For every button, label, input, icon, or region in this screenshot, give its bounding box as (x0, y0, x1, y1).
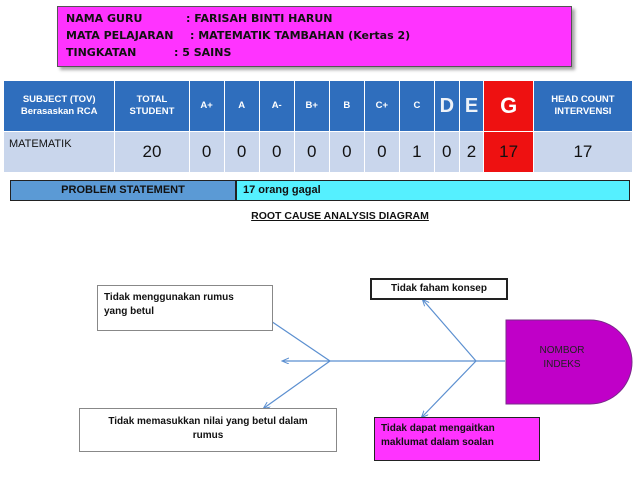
cause-box-rumus (97, 285, 273, 331)
cause-box-kaitkan (374, 417, 540, 461)
cell-grade-count: 1 (399, 132, 434, 173)
bone-arrow-kaitkan (422, 361, 476, 417)
cell-grade-count: 0 (294, 132, 329, 173)
diagram-title: ROOT CAUSE ANALYSIS DIAGRAM (251, 210, 429, 222)
col-header-grade: B (329, 81, 364, 132)
col-header-grade: C+ (364, 81, 399, 132)
fish-head-label-line: INDEKS (543, 359, 581, 370)
cause-text-line: Tidak memasukkan nilai yang betul dalam (108, 416, 308, 427)
teacher-name-value: : FARISAH BINTI HARUN (186, 12, 333, 25)
cell-grade-count: 0 (434, 132, 459, 173)
col-header-subject: SUBJECT (TOV) Berasaskan RCA (4, 81, 115, 132)
cell-total: 20 (115, 132, 189, 173)
cell-grade-count: 0 (259, 132, 294, 173)
col-header-total: TOTAL STUDENT (115, 81, 189, 132)
col-header-headcount: HEAD COUNT INTERVENSI (533, 81, 632, 132)
cause-box-nilai (79, 408, 337, 452)
problem-statement-label: PROBLEM STATEMENT (10, 180, 236, 201)
col-header-grade: A- (259, 81, 294, 132)
problem-statement-value: 17 orang gagal (236, 180, 630, 201)
cell-grade-count: 0 (329, 132, 364, 173)
cause-box-konsep: Tidak faham konsep (370, 278, 508, 300)
form-label: TINGKATAN (66, 46, 137, 59)
col-header-grade: D (434, 81, 459, 132)
bone-arrow-konsep (423, 300, 476, 361)
cause-text-line: Tidak menggunakan rumus (104, 292, 234, 303)
cause-text-line: Tidak dapat mengaitkan (381, 423, 495, 434)
cell-grade-count: 2 (459, 132, 484, 173)
cell-grade-count: 0 (364, 132, 399, 173)
col-header-grade: A+ (189, 81, 224, 132)
cell-subject: MATEMATIK (4, 132, 115, 173)
col-header-grade: C (399, 81, 434, 132)
cause-text-line: rumus (192, 430, 224, 441)
form-value: : 5 SAINS (174, 46, 232, 59)
cell-grade-count: 0 (224, 132, 259, 173)
col-header-grade: A (224, 81, 259, 132)
fish-head-label (520, 344, 604, 376)
cell-headcount: 17 (533, 132, 632, 173)
subject-label: MATA PELAJARAN (66, 29, 174, 42)
cell-grade-g-count: 17 (484, 132, 533, 173)
cause-text-line: maklumat dalam soalan (381, 437, 494, 448)
cause-text-line: yang betul (104, 306, 155, 317)
col-header-grade-g: G (484, 81, 533, 132)
cell-grade-count: 0 (189, 132, 224, 173)
fish-head-label-line: NOMBOR (539, 345, 585, 356)
col-header-grade: B+ (294, 81, 329, 132)
bone-arrow-nilai (264, 361, 330, 408)
subject-value: : MATEMATIK TAMBAHAN (Kertas 2) (190, 29, 411, 42)
col-header-grade: E (459, 81, 484, 132)
teacher-name-label: NAMA GURU (66, 12, 143, 25)
